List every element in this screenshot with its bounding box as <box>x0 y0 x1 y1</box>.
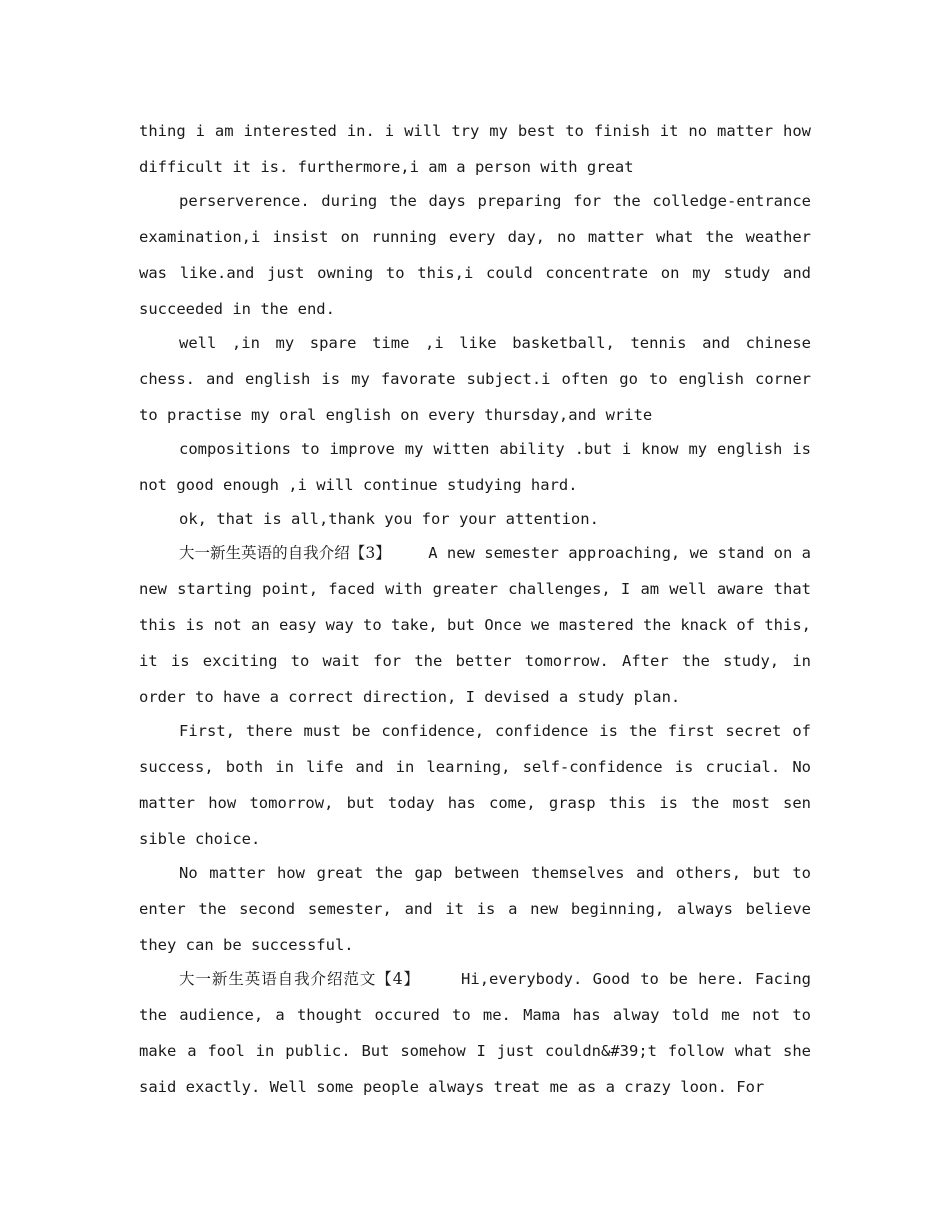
section-4-paragraph <box>139 961 811 1105</box>
section-3-text: A new semester approaching, we stand on a new starting point, faced with greater challenges, I am well aware that this is not an easy way to take, but Once we mastered the knack of this, it is exciting to wait for the better tomorrow. After the study, in order to have a correct direction, I devised a study plan. <box>139 544 811 706</box>
document-body <box>139 113 811 1105</box>
paragraph-5: ok, that is all,thank you for your attention. <box>179 510 599 528</box>
section-3-paragraph <box>139 535 811 715</box>
paragraph-2: perserverence. during the days preparing for the colledge-entrance examination,i insist on running every day, no matter what the weather was like.and just owning to this,i could concentrate on my study and succeeded in the end. <box>139 192 811 318</box>
section-3-heading: 大一新生英语的自我介绍【3】 <box>179 544 391 562</box>
paragraph-3: well ,in my spare time ,i like basketball, tennis and chinese chess. and english is my favorate subject.i often go to english corner to practise my oral english on every thursday,and write <box>139 334 811 424</box>
section-4-heading: 大一新生英语自我介绍范文【4】 <box>179 970 420 988</box>
paragraph-4: compositions to improve my witten ability .but i know my english is not good enough ,i will continue studying hard. <box>139 440 811 494</box>
paragraph-8: No matter how great the gap between themselves and others, but to enter the second semester, and it is a new beginning, always believe they can be successful. <box>139 864 811 954</box>
paragraph-1: thing i am interested in. i will try my best to finish it no matter how difficult it is. furthermore,i am a person with great <box>139 122 811 176</box>
section-4-text: Hi,everybody. Good to be here. Facing the audience, a thought occured to me. Mama has alway told me not to make a fool in public. But somehow I just couldn&#39;t follow what she said exactly. Well some people always treat me as a crazy loon. For <box>139 970 811 1096</box>
paragraph-7: First, there must be confidence, confidence is the first secret of success, both in life and in learning, self-confidence is crucial. No matter how tomorrow, but today has come, grasp this is the most sen sible choice. <box>139 722 811 848</box>
